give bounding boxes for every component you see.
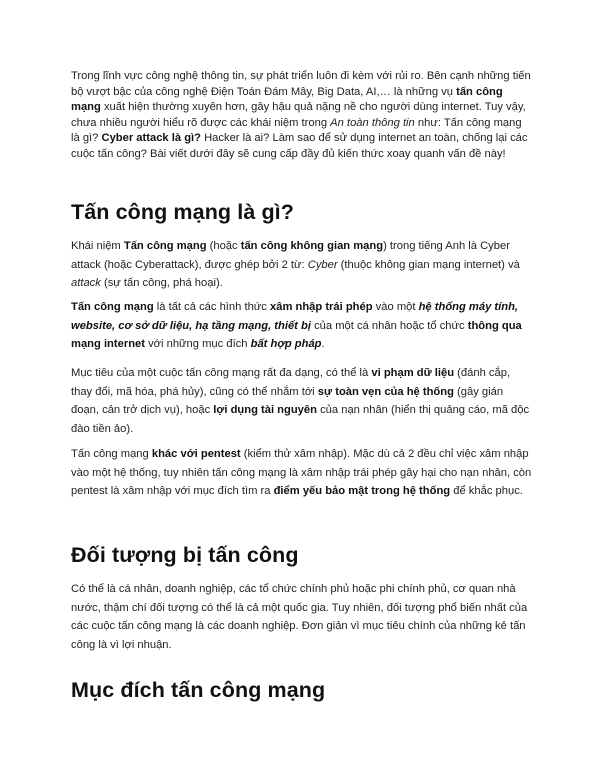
bold-text: Cyber attack là gì? [101,132,201,145]
bold-text: Tấn công mạng [71,301,154,313]
text: với những mục đích [144,338,251,351]
bold-text: điểm yếu bảo mật trong hệ thống [273,485,451,498]
section-heading-purposes: Mục đích tấn công mạng [71,678,326,702]
bold-text: xâm nhập trái phép [270,301,373,313]
text: . [321,338,325,351]
bold-text: khác với pentest [151,448,241,460]
bold-text: sự toàn vẹn của hệ thống [317,385,454,398]
pentest-paragraph [71,445,533,501]
text: (sự tấn công, phá hoại). [100,277,223,290]
bold-text: lợi dụng tài nguyên [213,404,317,417]
scope-paragraph [71,298,533,354]
intro-paragraph [71,69,533,163]
italic-text: An toàn thông tin [330,116,415,129]
text: Khái niệm [71,240,124,252]
targets-paragraph: Có thể là cá nhân, doanh nghiệp, các tổ chức chính phủ hoặc phi chính phủ, cơ quan nhà nước, thậm chí đối tượng có thể là cả một quốc gia. Tuy nhiên, đối tượng phổ biến nhất của các cuộc tấn công mạng là các doanh nghiệp. Đơn giản vì mục tiêu chính của những kẻ tấn công là vì lợi nhuận. [71,583,528,651]
text: ) trong tiếng Anh là Cyber attack (hoặc Cyberattack), được ghép bởi 2 từ: [71,240,510,271]
bold-text: Tấn công mạng [123,240,207,252]
text: (hoặc [206,240,241,252]
text: xuất hiện thường xuyên hơn, gây hậu quả nặng nề cho người dùng internet. Tuy vậy, chưa nhiều người hiểu rõ được các khái niệm trong [71,101,526,129]
text: của nạn nhân (hiển thị quảng cáo, mã độc đào tiền ảo). [71,404,530,435]
section-heading-cyber-attack: Tấn công mạng là gì? [71,200,294,224]
bold-italic-text: hệ thống máy tính, website, cơ sở dữ liệu, hạ tầng mạng, thiết bị [71,301,519,332]
goals-paragraph [71,364,533,438]
bold-text: vi phạm dữ liệu [371,367,455,379]
text: như: Tấn công mạng là gì? [71,116,522,145]
text: (đánh cắp, thay đổi, mã hóa, phá hủy), cũng có thể nhắm tới [71,367,511,398]
italic-text: attack [71,277,101,290]
text: Trong lĩnh vực công nghệ thông tin, sự phát triển luôn đi kèm với rủi ro. Bên cạnh những tiến bộ vượt bậc của công nghệ Điện Toán Đám Mây, Big Data, AI,… là những vụ [71,70,531,98]
text: Mục tiêu của một cuộc tấn công mạng rất đa dạng, có thể là [71,367,372,379]
section-heading-targets: Đối tượng bị tấn công [71,543,299,567]
text: (kiểm thử xâm nhập). Mặc dù cả 2 đều chỉ việc xâm nhập vào một hệ thống, tuy nhiên tấn công mạng là xâm nhập trái phép gây hại cho nạn nhân, còn pentest là xâm nhập với mục đích tìm ra [71,448,532,498]
text: Tấn công mạng [71,448,152,460]
text: vào một [372,301,419,313]
text: để khắc phục. [450,485,523,498]
text: Hacker là ai? Làm sao để sử dụng internet an toàn, chống lại các cuộc tấn công? Bài viết dưới đây sẽ cung cấp đầy đủ kiến thức xoay quanh vấn đề này! [71,132,528,160]
bold-italic-text: bất hợp pháp [250,338,322,351]
bold-text: tấn công mạng [71,85,503,114]
bold-text: tấn công không gian mạng [240,240,384,252]
text: (thuộc không gian mạng internet) và [337,258,520,271]
bold-text: thông qua mạng internet [71,319,522,351]
definition-paragraph [71,237,533,293]
text: của một cá nhân hoặc tổ chức [310,319,468,332]
text: là tất cả các hình thức [153,301,270,313]
italic-text: Cyber [307,258,338,271]
text: (gây gián đoạn, cản trở dịch vụ), hoặc [71,385,504,417]
